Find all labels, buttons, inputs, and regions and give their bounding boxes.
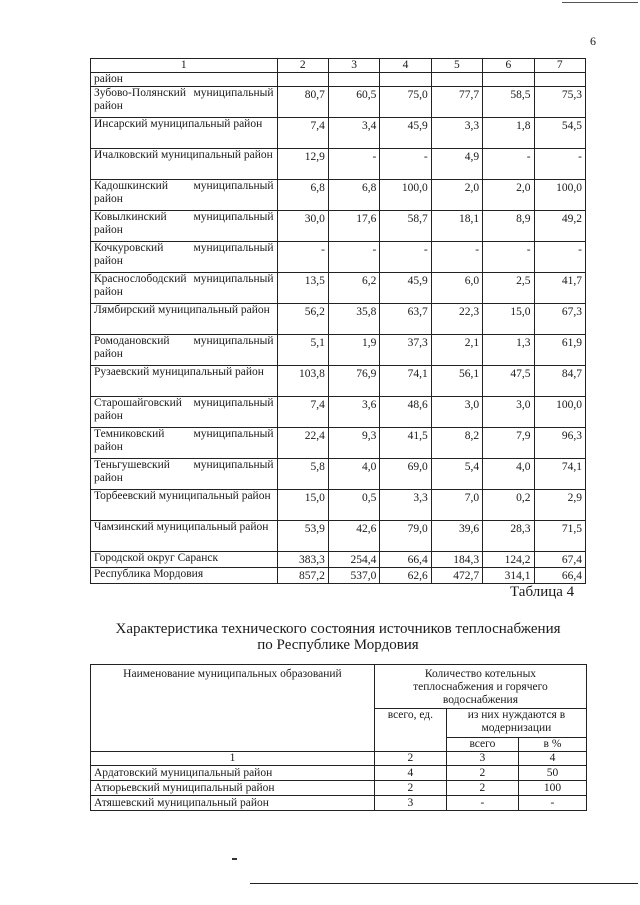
bottom-rule — [250, 883, 638, 884]
value-cell: 9,3 — [328, 428, 379, 459]
value-cell: 74,1 — [534, 459, 585, 490]
district-name-cell: Кочкуровский муниципальный район — [91, 242, 278, 273]
value-cell: 0,2 — [483, 490, 534, 521]
table-row — [91, 490, 586, 521]
value-cell: 41,7 — [534, 273, 585, 304]
table-row — [91, 366, 586, 397]
district-name-cell: Чамзинский муниципальный район — [91, 521, 278, 552]
value-cell: 47,5 — [483, 366, 534, 397]
top-edge-line — [562, 2, 638, 3]
value-cell: 30,0 — [277, 211, 328, 242]
value-cell: 1,8 — [483, 118, 534, 149]
value-cell: 22,4 — [277, 428, 328, 459]
value-cell: 2 — [374, 781, 446, 796]
column-number: 1 — [91, 752, 375, 766]
value-cell: 75,3 — [534, 87, 585, 118]
value-cell: 5,1 — [277, 335, 328, 366]
table-row — [91, 87, 586, 118]
value-cell: - — [380, 242, 431, 273]
table-row — [91, 568, 586, 584]
value-cell: - — [380, 149, 431, 180]
need-total-header: всего — [446, 738, 518, 752]
value-cell: 2,0 — [483, 180, 534, 211]
municipality-name-cell: Ардатовский муниципальный район — [91, 766, 375, 781]
column-number: 3 — [446, 752, 518, 766]
value-cell: - — [518, 796, 586, 811]
column-number: 1 — [91, 59, 278, 73]
value-cell: 2 — [446, 781, 518, 796]
value-cell: 17,6 — [328, 211, 379, 242]
table-row — [91, 118, 586, 149]
value-cell: 63,7 — [380, 304, 431, 335]
value-cell: 7,4 — [277, 118, 328, 149]
value-cell: 7,9 — [483, 428, 534, 459]
value-cell: 4,0 — [328, 459, 379, 490]
value-cell: 6,2 — [328, 273, 379, 304]
value-cell: 77,7 — [431, 87, 482, 118]
value-cell: 37,3 — [380, 335, 431, 366]
value-cell: - — [534, 149, 585, 180]
value-cell: 69,0 — [380, 459, 431, 490]
table-label: Таблица 4 — [510, 584, 575, 600]
boiler-count-header: Количество котельных теплоснабжения и горячего водоснабжения — [374, 665, 586, 709]
value-cell: 45,9 — [380, 118, 431, 149]
value-cell: 254,4 — [328, 552, 379, 568]
value-cell: - — [483, 149, 534, 180]
value-cell: - — [328, 242, 379, 273]
value-cell: 2,9 — [534, 490, 585, 521]
column-numbering-row — [91, 59, 586, 73]
table-caption — [90, 621, 586, 653]
value-cell: 58,5 — [483, 87, 534, 118]
value-cell: 857,2 — [277, 568, 328, 584]
district-name-cell: Ромодановский муниципальный район — [91, 335, 278, 366]
value-cell: 100,0 — [534, 397, 585, 428]
district-name-cell: Инсарский муниципальный район — [91, 118, 278, 149]
value-cell: 48,6 — [380, 397, 431, 428]
value-cell: 13,5 — [277, 273, 328, 304]
column-number: 3 — [328, 59, 379, 73]
value-cell: - — [431, 242, 482, 273]
value-cell: 5,4 — [431, 459, 482, 490]
value-cell: 56,2 — [277, 304, 328, 335]
value-cell: 39,6 — [431, 521, 482, 552]
district-name-cell: Зубово-Полянский муниципальный район — [91, 87, 278, 118]
table-row — [91, 273, 586, 304]
value-cell: 3,3 — [380, 490, 431, 521]
value-cell: 184,3 — [431, 552, 482, 568]
table-row — [91, 521, 586, 552]
value-cell: 8,9 — [483, 211, 534, 242]
value-cell: 42,6 — [328, 521, 379, 552]
column-number: 6 — [483, 59, 534, 73]
header-row — [91, 665, 587, 709]
value-cell: 54,5 — [534, 118, 585, 149]
table-row — [91, 180, 586, 211]
value-cell: 2,1 — [431, 335, 482, 366]
value-cell: - — [277, 242, 328, 273]
value-cell: 67,4 — [534, 552, 585, 568]
table-row — [91, 766, 587, 781]
caption-line: Характеристика технического состояния источников теплоснабжения — [115, 621, 561, 637]
value-cell: 8,2 — [431, 428, 482, 459]
district-name-cell: Ковылкинский муниципальный район — [91, 211, 278, 242]
value-cell: 4 — [374, 766, 446, 781]
district-name-cell: Темниковский муниципальный район — [91, 428, 278, 459]
column-number: 4 — [380, 59, 431, 73]
value-cell: 80,7 — [277, 87, 328, 118]
value-cell: 6,8 — [277, 180, 328, 211]
value-cell: 3,6 — [328, 397, 379, 428]
value-cell: 67,3 — [534, 304, 585, 335]
value-cell: 75,0 — [380, 87, 431, 118]
value-cell: 103,8 — [277, 366, 328, 397]
column-number: 7 — [534, 59, 585, 73]
table-row — [91, 552, 586, 568]
column-numbering-row — [91, 752, 587, 766]
caption-line: по Республике Мордовия — [257, 637, 419, 653]
value-cell: 66,4 — [380, 552, 431, 568]
value-cell: 61,9 — [534, 335, 585, 366]
value-cell: 15,0 — [483, 304, 534, 335]
value-cell: 50 — [518, 766, 586, 781]
value-cell: 7,0 — [431, 490, 482, 521]
value-cell: 7,4 — [277, 397, 328, 428]
value-cell: 60,5 — [328, 87, 379, 118]
value-cell: 6,0 — [431, 273, 482, 304]
value-cell: 6,8 — [328, 180, 379, 211]
district-name-cell: Республика Мордовия — [91, 568, 278, 584]
value-cell: 3,3 — [431, 118, 482, 149]
column-number: 4 — [518, 752, 586, 766]
value-cell: 2 — [446, 766, 518, 781]
table-row — [91, 459, 586, 490]
district-name-cell: Старошайговский муниципальный район — [91, 397, 278, 428]
table-row — [91, 242, 586, 273]
value-cell: 49,2 — [534, 211, 585, 242]
carryover-row — [91, 73, 586, 87]
value-cell: 3,0 — [483, 397, 534, 428]
value-cell: - — [446, 796, 518, 811]
value-cell: 1,9 — [328, 335, 379, 366]
value-cell: 0,5 — [328, 490, 379, 521]
value-cell: 537,0 — [328, 568, 379, 584]
district-name-cell: Рузаевский муниципальный район — [91, 366, 278, 397]
municipality-name-cell: Атяшевский муниципальный район — [91, 796, 375, 811]
table-row — [91, 304, 586, 335]
municipality-column-header: Наименование муниципальных образований — [91, 665, 375, 752]
value-cell: 76,9 — [328, 366, 379, 397]
page-number: 6 — [590, 34, 596, 48]
district-name-cell: Городской округ Саранск — [91, 552, 278, 568]
value-cell: 100,0 — [380, 180, 431, 211]
value-cell: 383,3 — [277, 552, 328, 568]
need-percent-header: в % — [518, 738, 586, 752]
need-modernization-header: из них нуждаются в модернизации — [446, 709, 586, 738]
value-cell: 62,6 — [380, 568, 431, 584]
heat-sources-table — [90, 664, 587, 811]
value-cell: 3 — [374, 796, 446, 811]
value-cell: - — [328, 149, 379, 180]
value-cell: 314,1 — [483, 568, 534, 584]
value-cell: 4,0 — [483, 459, 534, 490]
value-cell: 100,0 — [534, 180, 585, 211]
district-name-cell: Ичалковский муниципальный район — [91, 149, 278, 180]
value-cell: 84,7 — [534, 366, 585, 397]
column-number: 2 — [277, 59, 328, 73]
table-row — [91, 796, 587, 811]
municipality-name-cell: Атюрьевский муниципальный район — [91, 781, 375, 796]
district-name-cell: Теньгушевский муниципальный район — [91, 459, 278, 490]
value-cell: - — [483, 242, 534, 273]
value-cell: 3,0 — [431, 397, 482, 428]
table-row — [91, 211, 586, 242]
value-cell: 472,7 — [431, 568, 482, 584]
stray-mark — [232, 858, 237, 860]
value-cell: 74,1 — [380, 366, 431, 397]
district-indicators-table — [90, 58, 586, 584]
table-row — [91, 781, 587, 796]
value-cell: 22,3 — [431, 304, 482, 335]
value-cell: 3,4 — [328, 118, 379, 149]
district-name-cell: Краснослободский муниципальный район — [91, 273, 278, 304]
district-name-cell: Лямбирский муниципальный район — [91, 304, 278, 335]
value-cell: 124,2 — [483, 552, 534, 568]
table-row — [91, 149, 586, 180]
value-cell: 58,7 — [380, 211, 431, 242]
value-cell: 100 — [518, 781, 586, 796]
table-row — [91, 397, 586, 428]
value-cell: 41,5 — [380, 428, 431, 459]
total-units-header: всего, ед. — [374, 709, 446, 752]
table-row — [91, 428, 586, 459]
value-cell: 5,8 — [277, 459, 328, 490]
column-number: 2 — [374, 752, 446, 766]
district-name-cell: Кадошкинский муниципальный район — [91, 180, 278, 211]
value-cell: 4,9 — [431, 149, 482, 180]
value-cell: 71,5 — [534, 521, 585, 552]
value-cell: 96,3 — [534, 428, 585, 459]
value-cell: 28,3 — [483, 521, 534, 552]
value-cell: 79,0 — [380, 521, 431, 552]
value-cell: 18,1 — [431, 211, 482, 242]
table-row — [91, 335, 586, 366]
value-cell: 2,0 — [431, 180, 482, 211]
value-cell: 2,5 — [483, 273, 534, 304]
value-cell: 1,3 — [483, 335, 534, 366]
column-number: 5 — [431, 59, 482, 73]
value-cell: 45,9 — [380, 273, 431, 304]
value-cell: 35,8 — [328, 304, 379, 335]
carryover-label: район — [91, 73, 278, 87]
value-cell: 56,1 — [431, 366, 482, 397]
district-name-cell: Торбеевский муниципальный район — [91, 490, 278, 521]
value-cell: 53,9 — [277, 521, 328, 552]
value-cell: 66,4 — [534, 568, 585, 584]
value-cell: 12,9 — [277, 149, 328, 180]
value-cell: - — [534, 242, 585, 273]
value-cell: 15,0 — [277, 490, 328, 521]
